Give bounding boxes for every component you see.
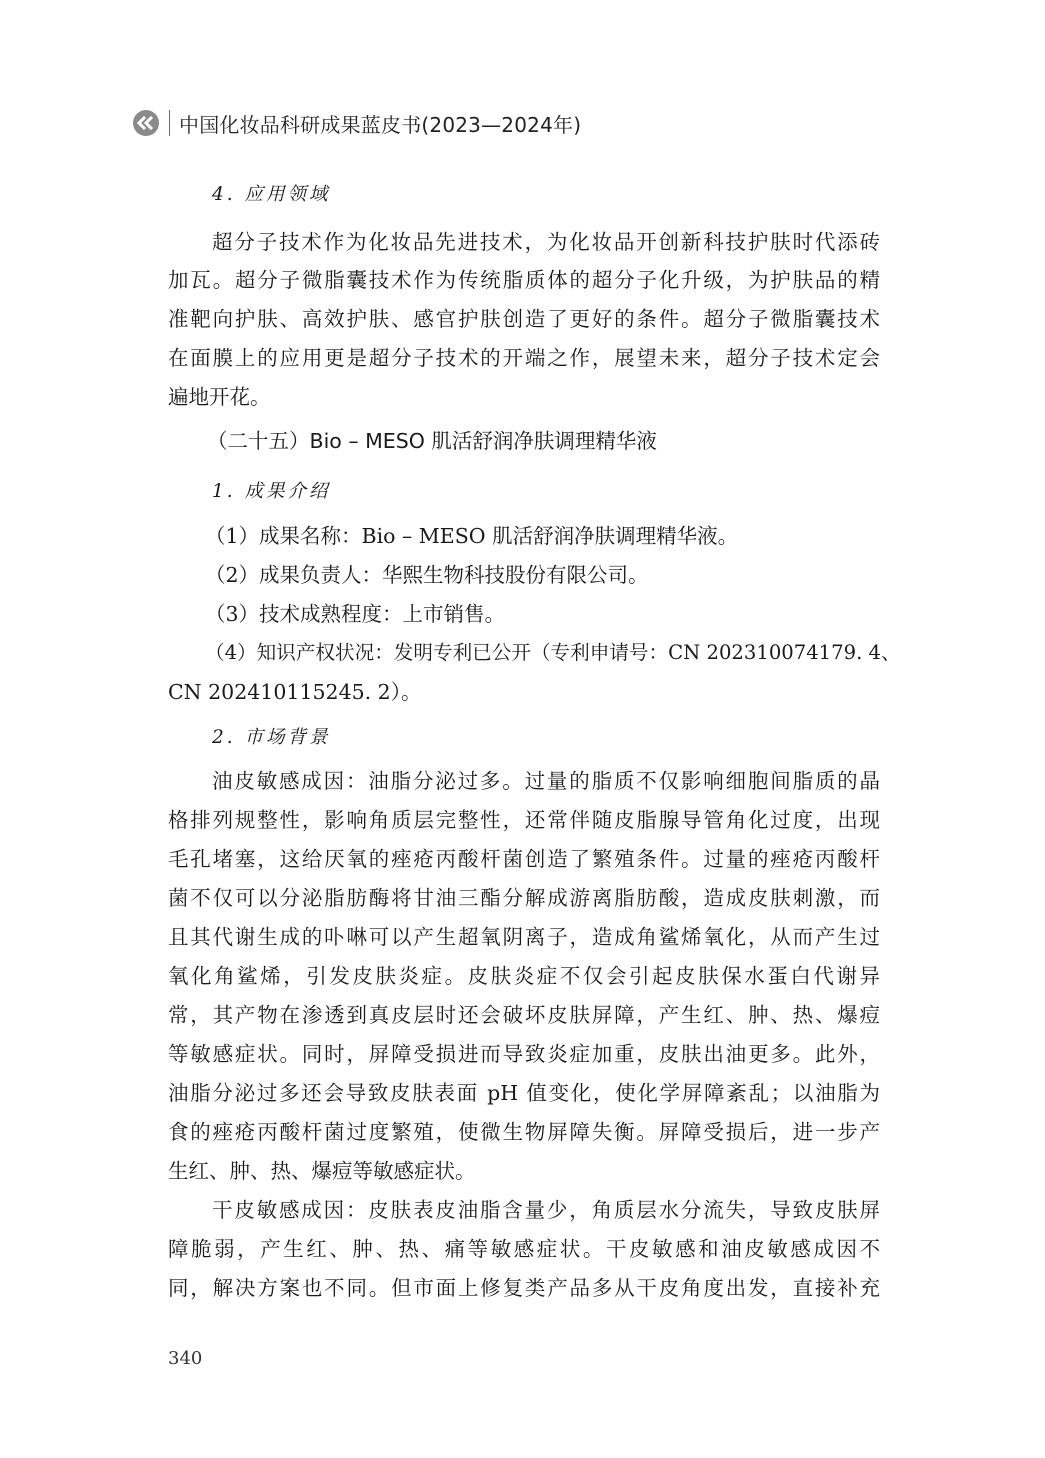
running-header — [133, 106, 581, 140]
paragraph-line: 加瓦。超分子微脂囊技术作为传统脂质体的超分子化升级，为护肤品的精 — [168, 268, 880, 292]
book-title: 中国化妆品科研成果蓝皮书(2023—2024年) — [179, 112, 582, 137]
paragraph-line: 氧化角鲨烯，引发皮肤炎症。皮肤炎症不仅会引起皮肤保水蛋白代谢异 — [168, 964, 880, 988]
paragraph-line: 障脆弱，产生红、肿、热、痛等敏感症状。干皮敏感和油皮敏感成因不 — [168, 1237, 880, 1261]
paragraph-line: 油皮敏感成因：油脂分泌过多。过量的脂质不仅影响细胞间脂质的晶 — [212, 769, 880, 793]
paragraph-line: 常，其产物在渗透到真皮层时还会破坏皮肤屏障，产生红、肿、热、爆痘 — [168, 1003, 880, 1027]
paragraph-line: 油脂分泌过多还会导致皮肤表面 pH 值变化，使化学屏障紊乱；以油脂为 — [168, 1081, 880, 1105]
paragraph-line: 且其代谢生成的卟啉可以产生超氧阴离子，造成角鲨烯氧化，从而产生过 — [168, 925, 880, 949]
paragraph-line: 毛孔堵塞，这给厌氧的痤疮丙酸杆菌创造了繁殖条件。过量的痤疮丙酸杆 — [168, 847, 880, 871]
paragraph-line: 同，解决方案也不同。但市面上修复类产品多从干皮角度出发，直接补充 — [168, 1276, 880, 1300]
paragraph-line: 生红、肿、热、爆痘等敏感症状。 — [168, 1159, 476, 1183]
list-item: （3）技术成熟程度：上市销售。 — [205, 602, 506, 626]
paragraph-line: 菌不仅可以分泌脂肪酶将甘油三酯分解成游离脂肪酸，造成皮肤刺激，而 — [168, 886, 880, 910]
double-chevron-left-icon — [133, 110, 159, 136]
paragraph-line: 等敏感症状。同时，屏障受损进而导致炎症加重，皮肤出油更多。此外， — [168, 1042, 880, 1066]
page-number: 340 — [168, 1348, 203, 1369]
section-heading: （二十五）Bio – MESO 肌活舒润净肤调理精华液 — [207, 429, 657, 453]
list-item: （2）成果负责人：华熙生物科技股份有限公司。 — [205, 563, 649, 587]
list-item: （1）成果名称：Bio – MESO 肌活舒润净肤调理精华液。 — [205, 524, 739, 548]
header-divider — [169, 110, 170, 136]
paragraph-line: 遍地开花。 — [168, 385, 271, 409]
subsection-heading: 4. 应用领域 — [212, 184, 331, 205]
paragraph-line: 食的痤疮丙酸杆菌过度繁殖，使微生物屏障失衡。屏障受损后，进一步产 — [168, 1120, 880, 1144]
subsection-heading: 1. 成果介绍 — [212, 481, 331, 502]
paragraph-line: 干皮敏感成因：皮肤表皮油脂含量少，角质层水分流失，导致皮肤屏 — [212, 1198, 880, 1222]
paragraph-line: 在面膜上的应用更是超分子技术的开端之作，展望未来，超分子技术定会 — [168, 346, 880, 370]
paragraph-line: 超分子技术作为化妆品先进技术，为化妆品开创新科技护肤时代添砖 — [212, 230, 880, 254]
list-item: CN 202410115245. 2）。 — [168, 680, 422, 704]
paragraph-line: 准靶向护肤、高效护肤、感官护肤创造了更好的条件。超分子微脂囊技术 — [168, 307, 880, 331]
paragraph-line: 格排列规整性，影响角质层完整性，还常伴随皮脂腺导管角化过度，出现 — [168, 808, 880, 832]
list-item: （4）知识产权状况：发明专利已公开（专利申请号：CN 202310074179. 4、 — [205, 641, 901, 664]
subsection-heading: 2. 市场背景 — [212, 727, 331, 748]
